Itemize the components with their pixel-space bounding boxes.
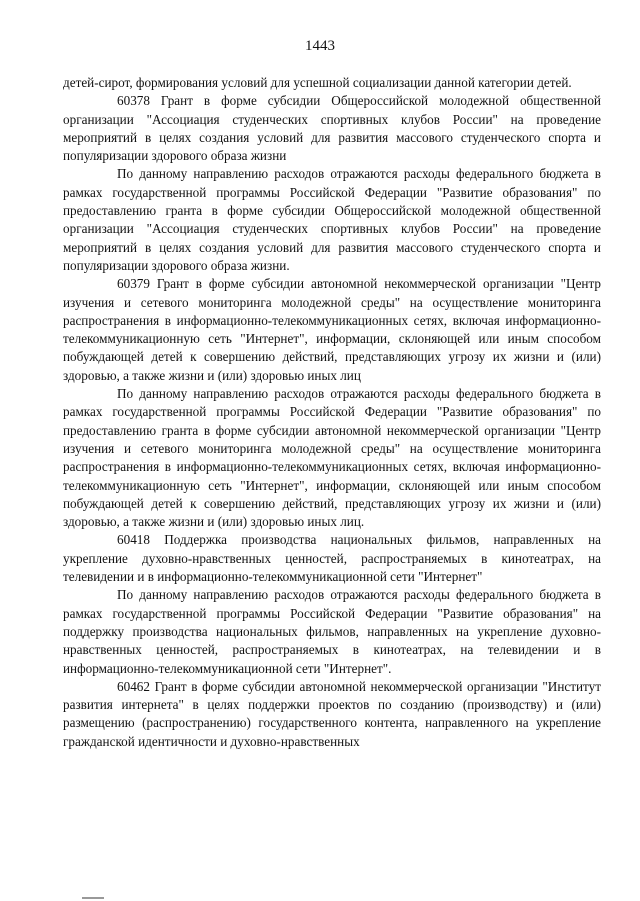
paragraph-60418-description: По данному направлению расходов отражаются расходы федерального бюджета в рамках государственной программы Российской Федерации "Развитие образования" на поддержку производства национальных фильмов, направленных на укрепление духовно-нравственных ценностей, распространяемых в кинотеатрах, на телевидении и в информационно-телекоммуникационной сети "Интернет". [63, 587, 601, 676]
page-number: 1443 [305, 38, 335, 54]
document-body [63, 74, 601, 751]
scan-artifact-mark [82, 897, 104, 899]
paragraph-continuation: детей-сирот, формирования условий для успешной социализации данной категории детей. [63, 75, 572, 90]
paragraph-60379-description: По данному направлению расходов отражаются расходы федерального бюджета в рамках государственной программы Российской Федерации "Развитие образования" по предоставлению гранта в форме субсидии автономной некоммерческой организации "Центр изучения и сетевого мониторинга молодежной среды" на осуществление мониторинга распространения в информационно-телекоммуникационных сетях, включая информационно-телекоммуникационную сеть "Интернет", информации, склоняющей или иным способом побуждающей детей к совершению действий, представляющих угрозу их жизни и (или) здоровью, а также жизни и (или) здоровью иных лиц. [63, 386, 601, 530]
paragraph-60418-heading: 60418 Поддержка производства национальных фильмов, направленных на укрепление духовно-нравственных ценностей, распространяемых в кинотеатрах, на телевидении и в информационно-телекоммуникационной сети "Интернет" [63, 532, 601, 585]
paragraph-60379-heading: 60379 Грант в форме субсидии автономной некоммерческой организации "Центр изучения и сетевого мониторинга молодежной среды" на осуществление мониторинга распространения в информационно-телекоммуникационных сетях, включая информационно-телекоммуникационную сеть "Интернет", информации, склоняющей или иным способом побуждающей детей к совершению действий, представляющих угрозу их жизни и (или) здоровью, а также жизни и (или) здоровью иных лиц [63, 276, 601, 383]
paragraph-60378-description: По данному направлению расходов отражаются расходы федерального бюджета в рамках государственной программы Российской Федерации "Развитие образования" по предоставлению гранта в форме субсидии Общероссийской молодежной общественной организации "Ассоциация студенческих спортивных клубов России" на проведение мероприятий в целях создания условий для развития массового студенческого спорта и популяризации здорового образа жизни. [63, 166, 601, 273]
paragraph-60462-heading: 60462 Грант в форме субсидии автономной некоммерческой организации "Институт развития интернета" в целях поддержки проектов по созданию (производству) и (или) размещению (распространению) государственного контента, направленного на укрепление гражданской идентичности и духовно-нравственных [63, 678, 601, 749]
paragraph-60378-heading: 60378 Грант в форме субсидии Общероссийской молодежной общественной организации "Ассоциация студенческих спортивных клубов России" на проведение мероприятий в целях создания условий для развития массового студенческого спорта и популяризации здорового образа жизни [63, 93, 601, 164]
